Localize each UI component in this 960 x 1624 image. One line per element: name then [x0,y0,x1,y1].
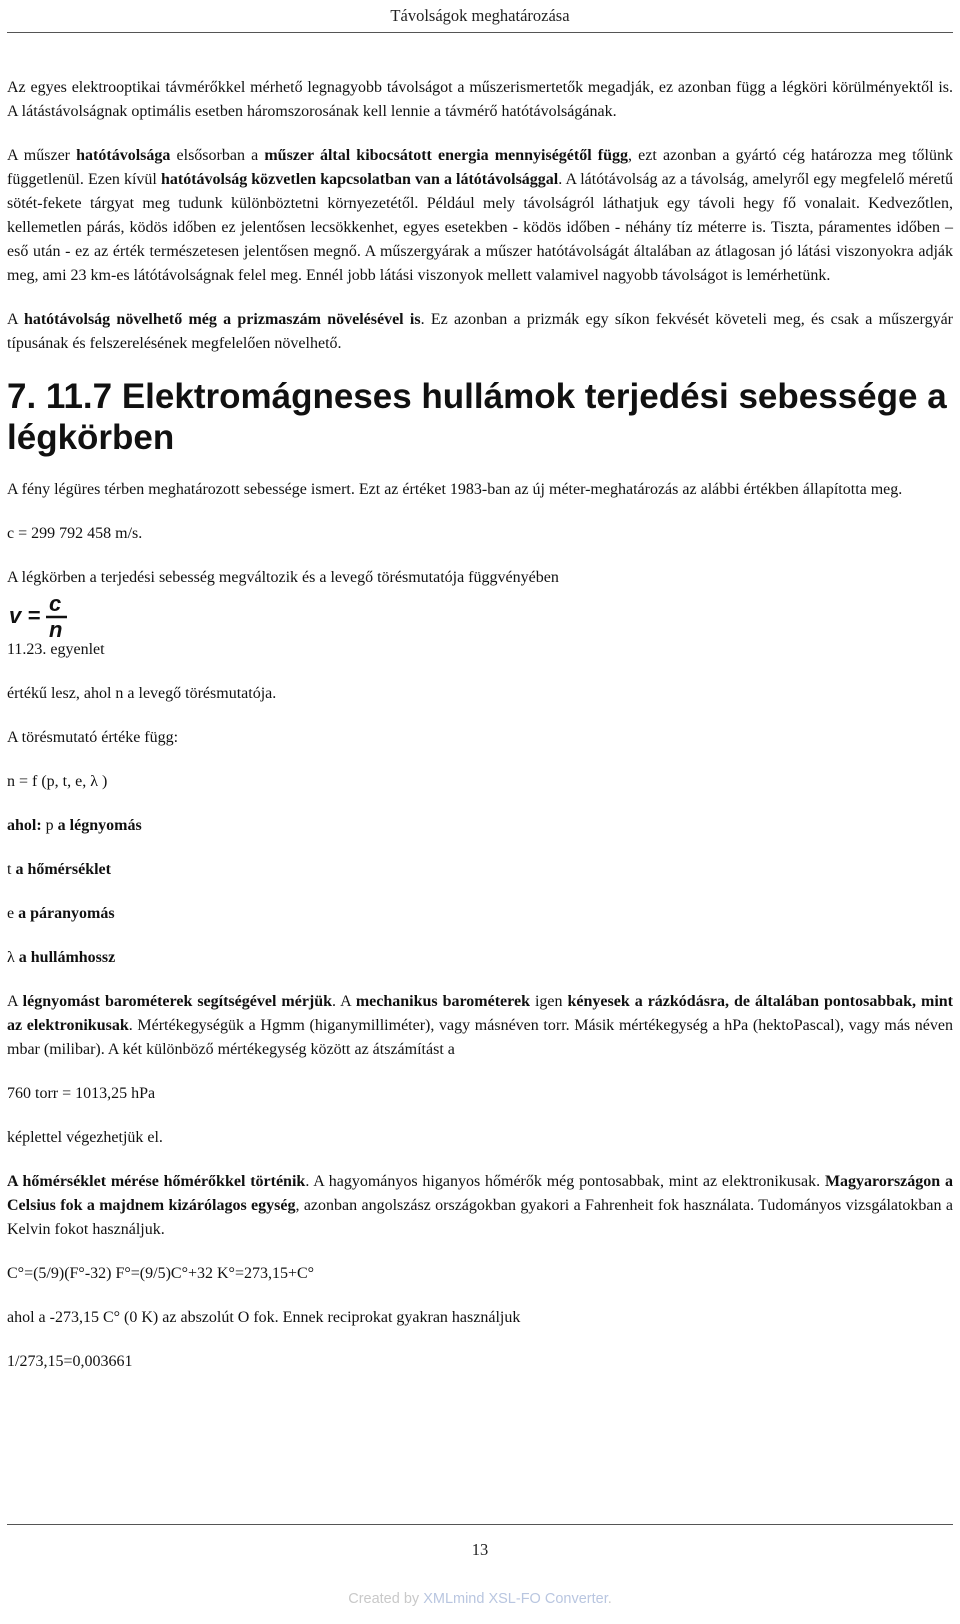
paragraph-absolute-zero: ahol a -273,15 C° (0 K) az abszolút O fok. Ennek reciprokat gyakran használjuk [7,1309,521,1326]
paragraph-formula-note: képlettel végezhetjük el. [7,1129,163,1146]
page-content [7,76,953,1394]
reciprocal-value: 1/273,15=0,003661 [7,1353,133,1370]
speed-of-light-value: c = 299 792 458 m/s. [7,525,143,542]
paragraph-refractive-index: értékű lesz, ahol n a levegő törésmutatója. [7,685,277,702]
paragraph-prism-count: A hatótávolság növelhető még a prizmaszám növelésével is. Ez azonban a prizmák egy síkon fekvését követeli meg, és csak a műszergyár típusának és felszerelésének megfelelően növelhető. [7,311,954,352]
variable-vapour-pressure: e a páranyomás [7,905,115,922]
paragraph-thermometers: A hőmérséklet mérése hőmérőkkel történik. A hagyományos higanyos hőmérők még pontosabbak, mint az elektronikusak. Magyarországon a Celsius fok a majdnem kizárólagos egység, azonban angolszász országokban gyakori a Fahrenheit fok használata. Tudományos vizsgálatokban a Kelvin fokot használjuk. [7,1173,953,1238]
paragraph-depends-on: A törésmutató értéke függ: [7,729,179,746]
temperature-conversion: C°=(5/9)(F°-32) F°=(9/5)C°+32 K°=273,15+C° [7,1265,315,1282]
generator-link[interactable]: XMLmind XSL-FO Converter [423,1591,608,1607]
paragraph-atmosphere: A légkörben a terjedési sebesség megváltozik és a levegő törésmutatója függvényében [7,569,559,586]
formula-numerator: c [49,592,62,616]
paragraph-light-speed: A fény légüres térben meghatározott sebessége ismert. Ezt az értéket 1983-ban az új méter-meghatározás az alábbi értékben állapította meg. [7,481,903,498]
running-header: Távolságok meghatározása [390,6,570,25]
paragraph-range-energy: A műszer hatótávolsága elsősorban a műszer által kibocsátott energia mennyiségétől függ, ezt azonban a gyártó cég határozza meg tőlünk függetlenül. Ezen kívül hatótávolság közvetlen kapcsolatban van a látótávolsággal. A látótávolság az a távolság, amelyről egy megfelelő méretű sötét-fekete tárgyat meg tudunk különböztetni környezetétől. Például mely távolságról láthatjuk egy távoli hegy fő vonalait. Kedvezőtlen, kellemetlen párás, ködös időben ez jelentősen lecsökkenhet, egyes esetekben - ködös időben - néhány tíz méterre is. Tiszta, páramentes időben – eső után - ez az érték természetesen jelentősen megnő. A műszergyárak a műszer hatótávolságát általában az átlagosan jó látási viszonyokra adják meg, ami 23 km-es látótávolságnak felel meg. Ennél jobb látási viszonyok mellett valamivel nagyobb távolságot is lemérhetünk. [7,147,954,284]
formula-lhs: v = [9,603,41,628]
footer-rule [7,1524,953,1525]
section-heading: 7. 11.7 Elektromágneses hullámok terjedési sebessége a légkörben [7,377,947,457]
document-page [7,0,953,1624]
variable-wavelength: λ a hullámhossz [7,949,116,966]
refraction-function: n = f (p, t, e, λ ) [7,773,108,790]
torr-conversion: 760 torr = 1013,25 hPa [7,1085,156,1102]
paragraph-barometers: A légnyomást barométerek segítségével mérjük. A mechanikus barométerek igen kényesek a rázkódásra, de általában pontosabbak, mint az elektronikusak. Mértékegységük a Hgmm (higanymilliméter), vagy másnéven torr. Másik mértékegység a hPa (hektoPascal), vagy más néven mbar (milibar). A két különböző mértékegység között az átszámítást a [7,993,954,1058]
variable-pressure: ahol: p a légnyomás [7,817,142,834]
velocity-formula-image [7,592,953,638]
header-rule [7,32,953,33]
equation-label: 11.23. egyenlet [7,641,105,658]
paragraph-range-info: Az egyes elektrooptikai távmérőkkel mérhető legnagyobb távolságot a műszerismertetők megadják, ez azonban függ a légköri körülményektől is. A látástávolságnak optimális esetben háromszorosának kell lennie a távmérő hatótávolságának. [7,79,953,120]
generator-credit: Created by XMLmind XSL-FO Converter. [348,1591,612,1607]
variable-temperature: t a hőmérséklet [7,861,111,878]
page-number: 13 [471,1540,489,1559]
velocity-formula-svg [7,592,77,640]
formula-denominator: n [49,617,63,640]
